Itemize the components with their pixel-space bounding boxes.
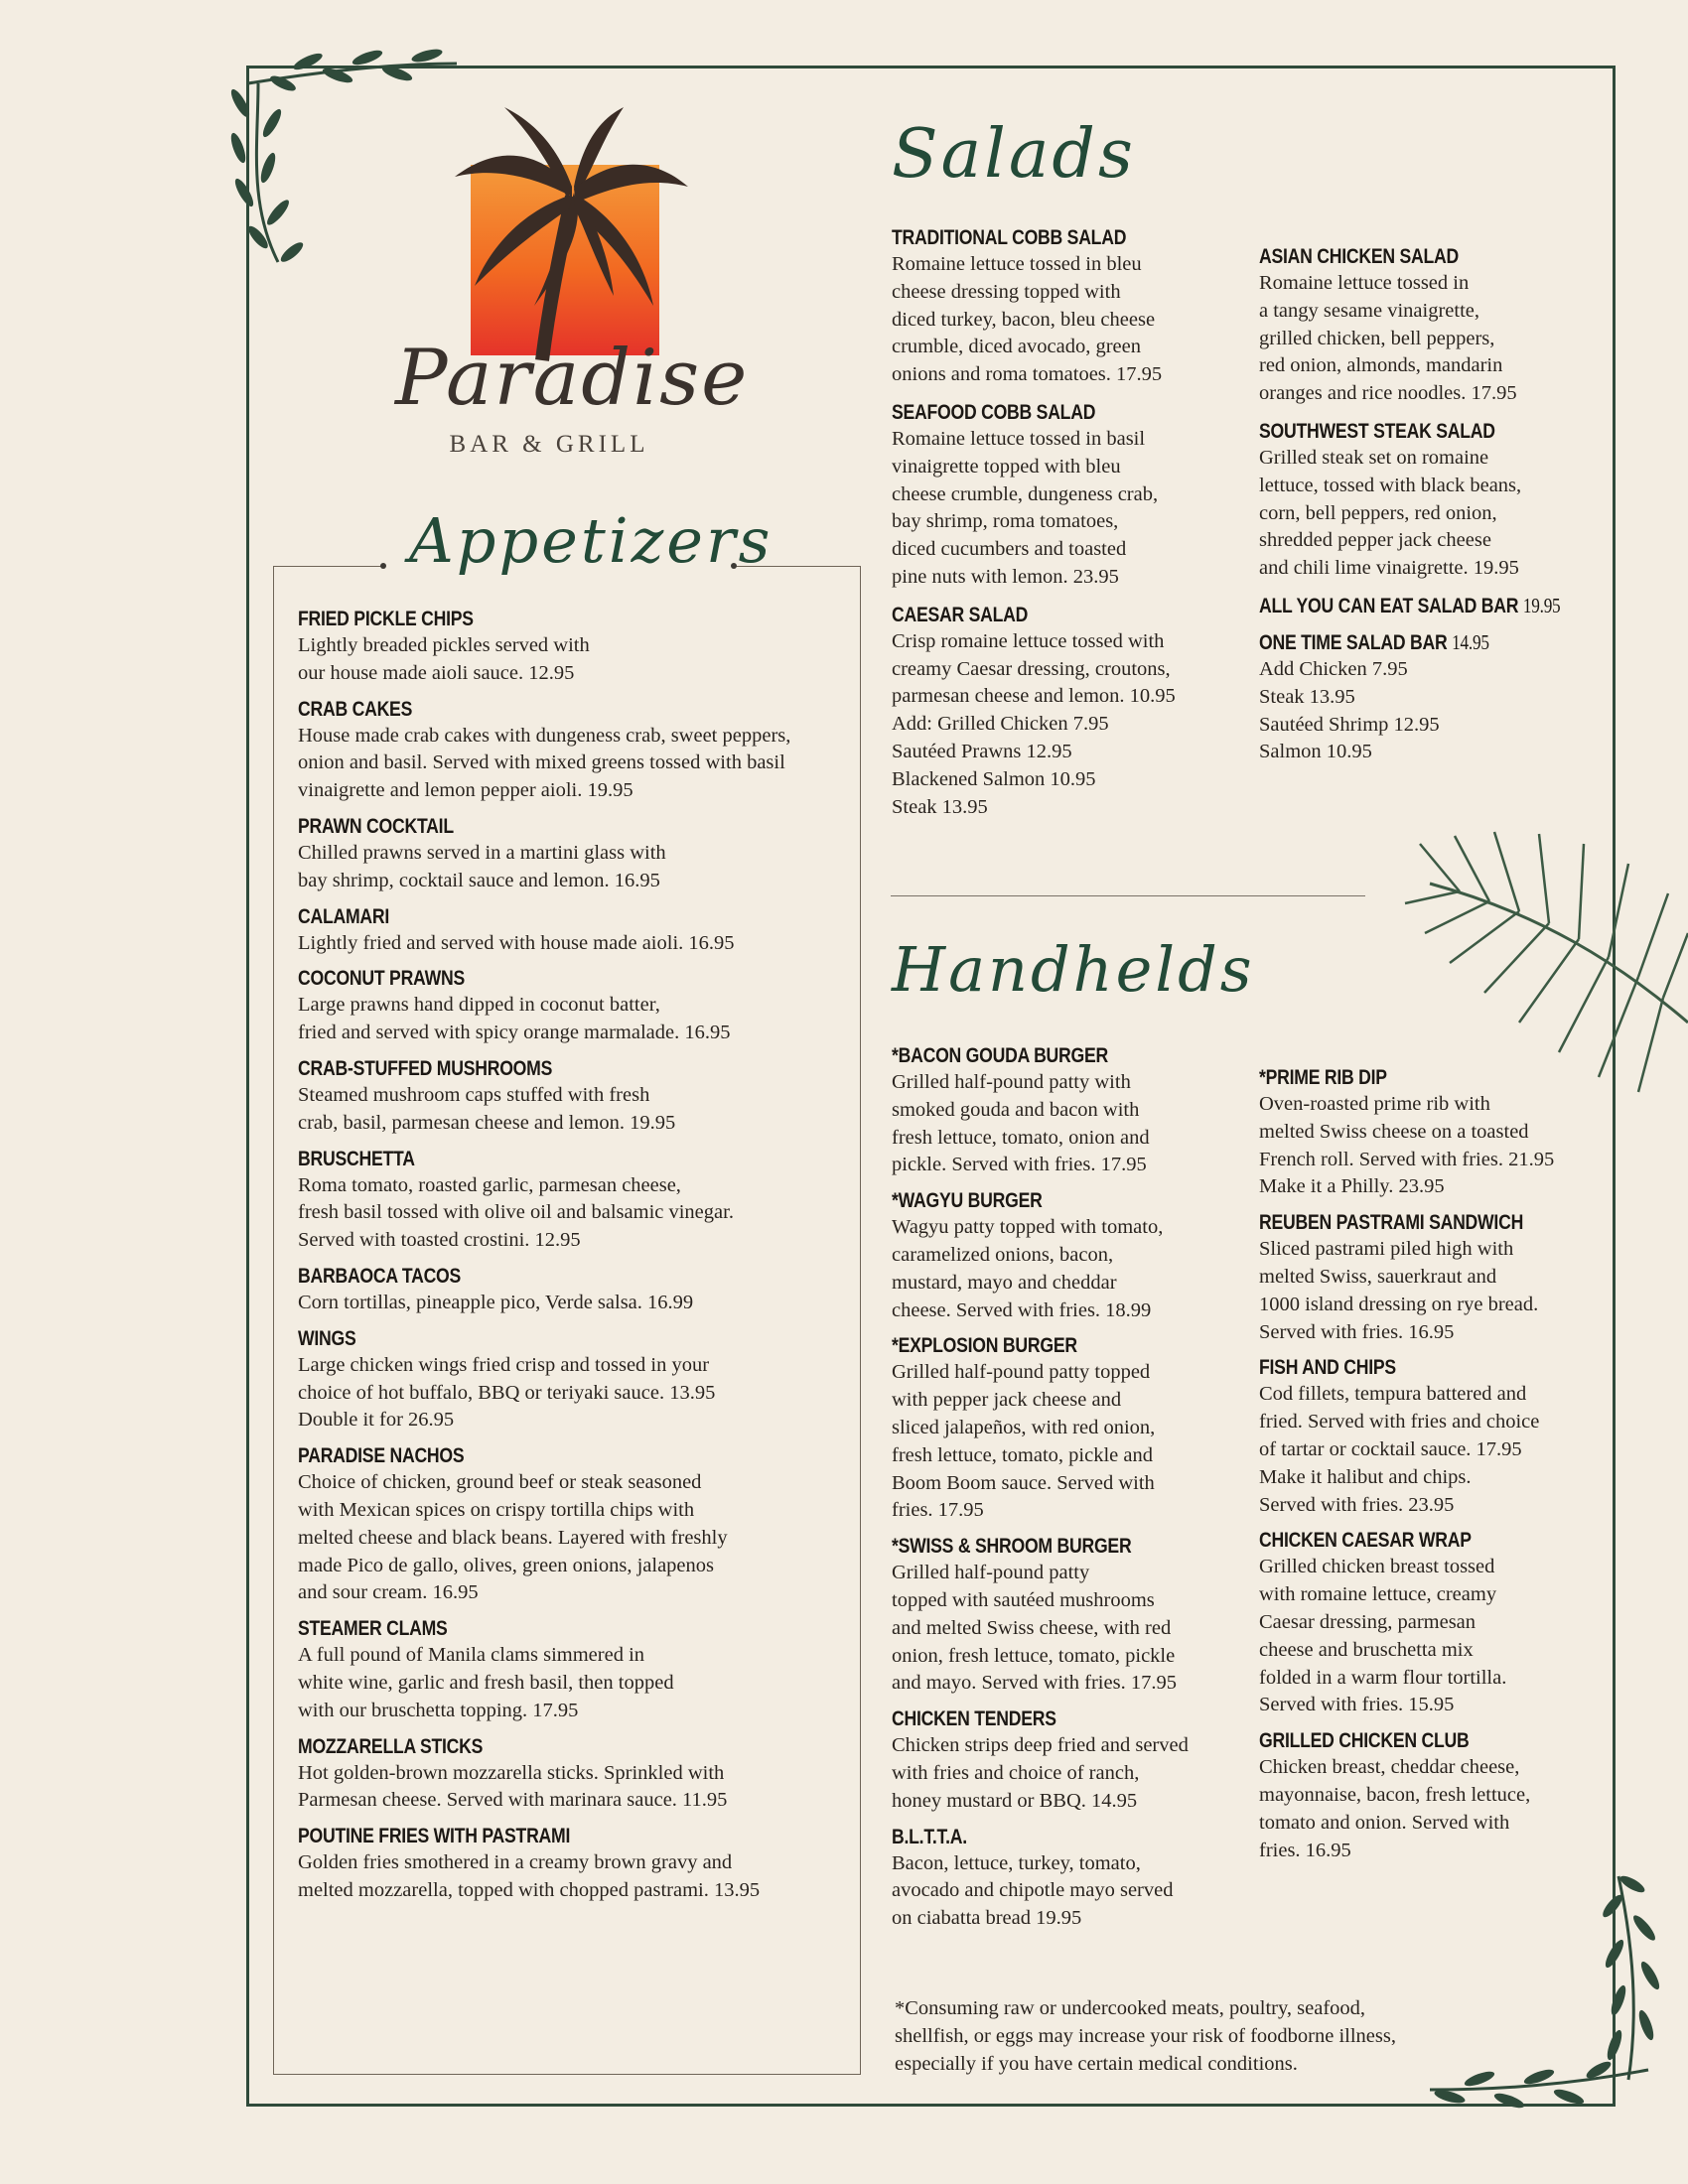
item-name-text: *EXPLOSION BURGER bbox=[892, 1333, 1077, 1358]
menu-item-name bbox=[298, 813, 754, 840]
salads-right-list bbox=[1259, 243, 1607, 776]
item-name-text: FRIED PICKLE CHIPS bbox=[298, 607, 474, 630]
menu-item bbox=[298, 1263, 854, 1317]
item-name-text: CHICKEN CAESAR WRAP bbox=[1259, 1528, 1472, 1553]
menu-item-name bbox=[298, 1055, 754, 1082]
item-name-text: CRAB-STUFFED MUSHROOMS bbox=[298, 1055, 553, 1080]
palm-frond-icon bbox=[1400, 824, 1688, 1102]
menu-item-price: 19.95 bbox=[1522, 593, 1561, 617]
menu-item-description: Chicken breast, cheddar cheese, mayonnaise, bacon, fresh lettuce, tomato and onion. Served with fries. 16.95 bbox=[1259, 1756, 1531, 1861]
menu-item bbox=[892, 224, 1239, 389]
menu-item-name bbox=[1259, 629, 1544, 656]
food-safety-footnote: *Consuming raw or undercooked meats, poultry, seafood, shellfish, or eggs may increase your risk of foodborne illness, especially if you have certain medical conditions. bbox=[895, 1997, 1396, 2075]
menu-item bbox=[298, 696, 854, 805]
handhelds-right-list bbox=[1259, 1064, 1607, 1872]
menu-item-description: Chicken strips deep fried and served with fries and choice of ranch, honey mustard or BBQ. 14.95 bbox=[892, 1734, 1189, 1812]
menu-item-description: Grilled half-pound patty with smoked gouda and bacon with fresh lettuce, tomato, onion and pickle. Served with fries. 17.95 bbox=[892, 1071, 1150, 1176]
menu-item-name bbox=[1259, 1727, 1544, 1754]
menu-item-description: Corn tortillas, pineapple pico, Verde salsa. 16.99 bbox=[298, 1291, 694, 1313]
item-name-text: *SWISS & SHROOM BURGER bbox=[892, 1534, 1132, 1559]
item-name-text: REUBEN PASTRAMI SANDWICH bbox=[1259, 1210, 1524, 1235]
menu-item bbox=[298, 1146, 854, 1255]
palm-tree-icon bbox=[445, 107, 693, 365]
menu-item bbox=[1259, 1354, 1607, 1519]
menu-item bbox=[298, 965, 854, 1047]
menu-item bbox=[298, 1615, 854, 1724]
menu-item-price: 14.95 bbox=[1452, 629, 1489, 654]
menu-item bbox=[892, 1332, 1239, 1525]
menu-item-name bbox=[298, 696, 754, 723]
item-name-text: *PRIME RIB DIP bbox=[1259, 1065, 1387, 1089]
menu-item-description: Golden fries smothered in a creamy brown gravy and melted mozzarella, topped with chopped pastrami. 13.95 bbox=[298, 1851, 761, 1901]
menu-item-name bbox=[892, 224, 1177, 251]
item-name-text: TRADITIONAL COBB SALAD bbox=[892, 225, 1127, 249]
menu-item bbox=[1259, 243, 1607, 408]
item-name-text: CRAB CAKES bbox=[298, 696, 413, 721]
menu-item-name bbox=[892, 1706, 1177, 1732]
menu-item-description: Large chicken wings fried crisp and tossed in your choice of hot buffalo, BBQ or teriyaki sauce. 13.95 Double it for 26.95 bbox=[298, 1353, 716, 1432]
item-name-text: ASIAN CHICKEN SALAD bbox=[1259, 244, 1460, 268]
menu-item bbox=[1259, 1727, 1607, 1864]
divider-dot bbox=[380, 563, 386, 569]
menu-item-description: Choice of chicken, ground beef or steak seasoned with Mexican spices on crispy tortilla chips with melted cheese and black beans. Layered with freshly made Pico de gallo, olives, green onions, jalapenos and sour cream. 16.95 bbox=[298, 1471, 728, 1604]
menu-item-name bbox=[298, 965, 754, 992]
menu-item bbox=[1259, 1209, 1607, 1346]
menu-item-name bbox=[1259, 1064, 1544, 1091]
item-name-text: POUTINE FRIES WITH PASTRAMI bbox=[298, 1824, 571, 1848]
item-name-text: ALL YOU CAN EAT SALAD BAR bbox=[1259, 593, 1519, 617]
menu-item-description: Wagyu patty topped with tomato, caramelized onions, bacon, mustard, mayo and cheddar cheese. Served with fries. 18.99 bbox=[892, 1216, 1164, 1321]
menu-item-description: Crisp romaine lettuce tossed with creamy Caesar dressing, croutons, parmesan cheese and lemon. 10.95 Add: Grilled Chicken 7.95 Sautéed Prawns 12.95 Blackened Salmon 10.95 Steak 13.95 bbox=[892, 629, 1176, 818]
menu-item-name bbox=[298, 1615, 754, 1642]
brand-name: Paradise bbox=[395, 334, 750, 423]
item-name-text: SEAFOOD COBB SALAD bbox=[892, 399, 1096, 424]
menu-item bbox=[298, 1733, 854, 1816]
menu-item-description: Bacon, lettuce, turkey, tomato, avocado and chipotle mayo served on ciabatta bread 19.95 bbox=[892, 1851, 1174, 1930]
menu-item-name bbox=[892, 1332, 1177, 1359]
menu-item bbox=[892, 602, 1239, 822]
item-name-text: SOUTHWEST STEAK SALAD bbox=[1259, 418, 1495, 443]
menu-item-description: Roma tomato, roasted garlic, parmesan cheese, fresh basil tossed with olive oil and balsamic vinegar. Served with toasted crostini. 12.95 bbox=[298, 1173, 734, 1252]
item-name-text: CAESAR SALAD bbox=[892, 602, 1029, 626]
menu-item-name bbox=[1259, 1209, 1544, 1236]
brand-subtitle: BAR & GRILL bbox=[449, 431, 649, 458]
item-name-text: PRAWN COCKTAIL bbox=[298, 813, 454, 838]
menu-item-name bbox=[298, 1733, 754, 1760]
menu-item-description: Grilled half-pound patty topped with sautéed mushrooms and melted Swiss cheese, with red onion, fresh lettuce, tomato, pickle and mayo. Served with fries. 17.95 bbox=[892, 1562, 1177, 1695]
menu-item-name bbox=[298, 1263, 754, 1290]
menu-item-description: Lightly fried and served with house made aioli. 16.95 bbox=[298, 931, 735, 954]
menu-item-name bbox=[892, 399, 1177, 426]
menu-item bbox=[1259, 593, 1607, 619]
menu-item-name bbox=[892, 1042, 1177, 1069]
menu-item bbox=[892, 1706, 1239, 1815]
section-title-appetizers: Appetizers bbox=[409, 504, 774, 577]
menu-item-name bbox=[892, 1824, 1177, 1850]
menu-item-description: Large prawns hand dipped in coconut batter, fried and served with spicy orange marmalade. 16.95 bbox=[298, 994, 731, 1044]
item-name-text: PARADISE NACHOS bbox=[298, 1443, 465, 1468]
menu-item-description: Grilled steak set on romaine lettuce, tossed with black beans, corn, bell peppers, red onion, shredded pepper jack cheese and chili lime vinaigrette. 19.95 bbox=[1259, 446, 1522, 580]
menu-item-description: A full pound of Manila clams simmered in white wine, garlic and fresh basil, then topped with our bruschetta topping. 17.95 bbox=[298, 1644, 674, 1721]
menu-item bbox=[298, 1442, 854, 1607]
menu-item bbox=[892, 1824, 1239, 1933]
menu-item-description: Hot golden-brown mozzarella sticks. Sprinkled with Parmesan cheese. Served with marinara sauce. 11.95 bbox=[298, 1761, 728, 1812]
menu-item-name bbox=[1259, 243, 1544, 270]
menu-item-name bbox=[892, 1533, 1177, 1560]
menu-item-name bbox=[298, 606, 754, 632]
menu-item-name bbox=[298, 1325, 754, 1352]
menu-item-name bbox=[298, 903, 754, 930]
handhelds-left-list bbox=[892, 1042, 1239, 1941]
menu-item bbox=[298, 1325, 854, 1434]
menu-item-name bbox=[298, 1823, 754, 1849]
menu-item bbox=[1259, 418, 1607, 583]
menu-item bbox=[892, 399, 1239, 592]
menu-item-description: Steamed mushroom caps stuffed with fresh crab, basil, parmesan cheese and lemon. 19.95 bbox=[298, 1083, 676, 1134]
leaf-branch-icon bbox=[1420, 1866, 1678, 2124]
item-name-text: FISH AND CHIPS bbox=[1259, 1355, 1396, 1380]
menu-item bbox=[298, 813, 854, 895]
menu-item bbox=[298, 606, 854, 688]
menu-item-description: Grilled half-pound patty topped with pepper jack cheese and sliced jalapeños, with red onion, fresh lettuce, tomato, pickle and Boom Boom sauce. Served with fries. 17.95 bbox=[892, 1361, 1156, 1522]
menu-item-description: Grilled chicken breast tossed with romaine lettuce, creamy Caesar dressing, parmesan cheese and bruschetta mix folded in a warm flour tortilla. Served with fries. 15.95 bbox=[1259, 1556, 1507, 1716]
menu-item-description: Chilled prawns served in a martini glass with bay shrimp, cocktail sauce and lemon. 16.95 bbox=[298, 841, 666, 891]
menu-item bbox=[1259, 1527, 1607, 1719]
menu-item-description: Romaine lettuce tossed in a tangy sesame vinaigrette, grilled chicken, bell peppers, red onion, almonds, mandarin oranges and rice noodles. 17.95 bbox=[1259, 272, 1517, 405]
item-name-text: ONE TIME SALAD BAR bbox=[1259, 629, 1448, 654]
menu-item-description: Add Chicken 7.95 Steak 13.95 Sautéed Shrimp 12.95 Salmon 10.95 bbox=[1259, 657, 1440, 763]
menu-item bbox=[1259, 1064, 1607, 1201]
menu-item bbox=[298, 1055, 854, 1138]
menu-item bbox=[1259, 629, 1607, 766]
menu-item-name bbox=[1259, 593, 1561, 619]
item-name-text: *WAGYU BURGER bbox=[892, 1188, 1043, 1213]
menu-item-description: Lightly breaded pickles served with our house made aioli sauce. 12.95 bbox=[298, 634, 590, 684]
menu-item bbox=[298, 903, 854, 958]
menu-item bbox=[298, 1823, 854, 1905]
menu-item-name bbox=[1259, 1354, 1544, 1381]
menu-item-name bbox=[1259, 418, 1544, 445]
leaf-branch-icon bbox=[189, 44, 467, 272]
item-name-text: STEAMER CLAMS bbox=[298, 1616, 448, 1641]
item-name-text: B.L.T.T.A. bbox=[892, 1824, 967, 1848]
item-name-text: WINGS bbox=[298, 1325, 356, 1350]
item-name-text: *BACON GOUDA BURGER bbox=[892, 1043, 1108, 1067]
section-title-salads: Salads bbox=[892, 115, 1136, 194]
menu-item-name bbox=[892, 602, 1177, 628]
menu-item bbox=[892, 1533, 1239, 1698]
menu-item-description: Romaine lettuce tossed in basil vinaigrette topped with bleu cheese crumble, dungeness crab, bay shrimp, roma tomatoes, diced cucumbers and toasted pine nuts with lemon. 23.95 bbox=[892, 427, 1159, 588]
menu-item bbox=[892, 1042, 1239, 1179]
item-name-text: GRILLED CHICKEN CLUB bbox=[1259, 1728, 1470, 1753]
menu-item-description: Sliced pastrami piled high with melted Swiss, sauerkraut and 1000 island dressing on rye bread. Served with fries. 16.95 bbox=[1259, 1238, 1539, 1343]
menu-item-description: House made crab cakes with dungeness crab, sweet peppers, onion and basil. Served with mixed greens tossed with basil vinaigrette and lemon pepper aioli. 19.95 bbox=[298, 724, 791, 802]
menu-item-name bbox=[298, 1442, 754, 1469]
item-name-text: MOZZARELLA STICKS bbox=[298, 1733, 484, 1758]
menu-item-description: Cod fillets, tempura battered and fried. Served with fries and choice of tartar or cocktail sauce. 17.95 Make it halibut and chips. Served with fries. 23.95 bbox=[1259, 1383, 1540, 1516]
salads-left-list bbox=[892, 224, 1239, 831]
section-divider bbox=[891, 895, 1365, 896]
menu-item-name bbox=[1259, 1527, 1544, 1554]
menu-item-description: Oven-roasted prime rib with melted Swiss cheese on a toasted French roll. Served with fries. 21.95 Make it a Philly. 23.95 bbox=[1259, 1093, 1555, 1198]
item-name-text: BARBAOCA TACOS bbox=[298, 1263, 462, 1288]
menu-item bbox=[892, 1187, 1239, 1324]
menu-item-name bbox=[892, 1187, 1177, 1214]
item-name-text: CHICKEN TENDERS bbox=[892, 1706, 1056, 1731]
item-name-text: BRUSCHETTA bbox=[298, 1146, 415, 1170]
menu-item-name bbox=[298, 1146, 754, 1172]
section-title-handhelds: Handhelds bbox=[892, 933, 1255, 1006]
item-name-text: CALAMARI bbox=[298, 903, 390, 928]
menu-item-description: Romaine lettuce tossed in bleu cheese dressing topped with diced turkey, bacon, bleu cheese crumble, diced avocado, green onions and roma tomatoes. 17.95 bbox=[892, 253, 1163, 386]
item-name-text: COCONUT PRAWNS bbox=[298, 966, 465, 991]
appetizers-list bbox=[298, 606, 854, 1913]
